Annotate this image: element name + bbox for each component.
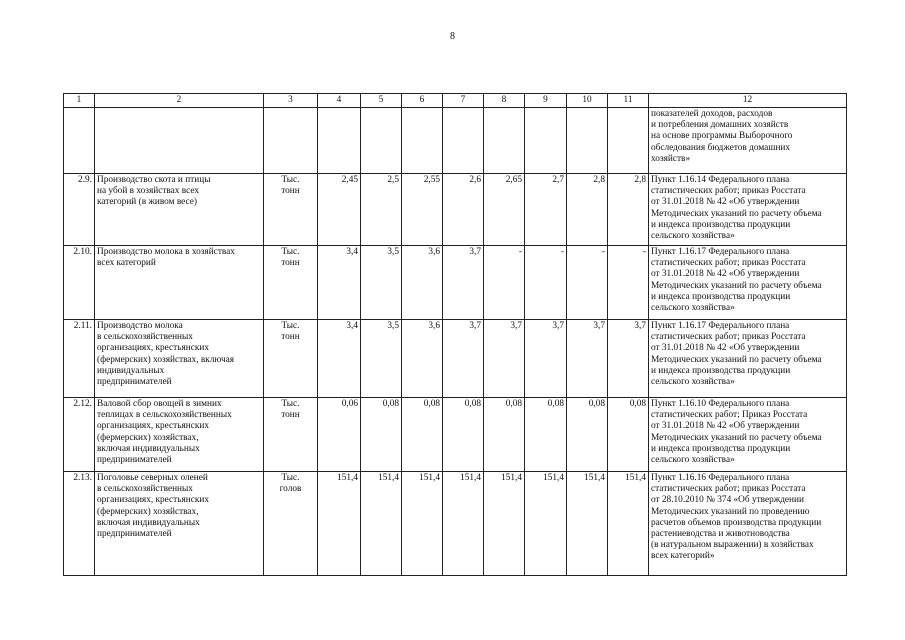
indicator-name-cell-text: Производство скота и птицы на убой в хозяйствах всех категорий (в живом весе) — [97, 175, 211, 208]
unit-cell-text: Тыс. тонн — [281, 175, 300, 197]
value-cell: - — [525, 246, 567, 320]
value-cell: 151,4 — [608, 472, 649, 576]
value-cell: 3,4 — [318, 320, 361, 398]
header-cell: 12 — [649, 94, 847, 108]
value-cell: 151,4 — [525, 472, 567, 576]
value-cell: 3,6 — [402, 246, 443, 320]
unit-cell-text: Тыс. голов — [279, 473, 302, 495]
value-cell: 0,08 — [402, 398, 443, 472]
value-cell: 0,08 — [567, 398, 608, 472]
indicator-name-cell-text: Производство молока в хозяйствах всех категорий — [97, 247, 235, 269]
row-number-cell: 2.10. — [64, 246, 95, 320]
value-cell — [361, 108, 402, 174]
table-header-row — [64, 94, 847, 108]
value-cell: 3,7 — [608, 320, 649, 398]
value-cell — [608, 108, 649, 174]
header-cell: 4 — [318, 94, 361, 108]
unit-cell-text: Тыс. тонн — [281, 399, 300, 421]
indicator-name-cell — [95, 472, 264, 576]
source-reference-cell — [649, 320, 847, 398]
value-cell: 2,65 — [484, 174, 525, 246]
table-row — [64, 320, 847, 398]
value-cell: 0,08 — [525, 398, 567, 472]
indicator-name-cell — [95, 398, 264, 472]
value-cell: 3,7 — [443, 320, 484, 398]
indicator-name-cell — [95, 320, 264, 398]
value-cell: 3,7 — [525, 320, 567, 398]
value-cell: 2,7 — [525, 174, 567, 246]
header-cell: 9 — [525, 94, 567, 108]
value-cell: 2,6 — [443, 174, 484, 246]
value-cell: 2,5 — [361, 174, 402, 246]
value-cell: 151,4 — [402, 472, 443, 576]
value-cell: - — [484, 246, 525, 320]
source-reference-cell — [649, 108, 847, 174]
unit-cell — [264, 174, 318, 246]
table-row — [64, 472, 847, 576]
value-cell: 0,08 — [443, 398, 484, 472]
value-cell — [318, 108, 361, 174]
indicators-table — [63, 93, 847, 576]
value-cell: 3,5 — [361, 320, 402, 398]
source-reference-cell — [649, 398, 847, 472]
table-row — [64, 246, 847, 320]
header-cell: 5 — [361, 94, 402, 108]
value-cell: - — [567, 246, 608, 320]
value-cell — [567, 108, 608, 174]
table-row — [64, 398, 847, 472]
indicator-name-cell — [95, 246, 264, 320]
row-number-cell — [64, 108, 95, 174]
row-number-cell: 2.13. — [64, 472, 95, 576]
value-cell: 151,4 — [443, 472, 484, 576]
source-reference-cell-text: Пункт 1.16.10 Федерального плана статистических работ; Приказ Росстата от 31.01.2018 № 42 «Об утверждении Методических указаний по расчету объема и индекса производства продукции сельского хозяйства» — [651, 399, 822, 466]
unit-cell-text: Тыс. тонн — [281, 321, 300, 343]
value-cell: 3,5 — [361, 246, 402, 320]
header-cell: 3 — [264, 94, 318, 108]
header-cell: 10 — [567, 94, 608, 108]
header-cell: 8 — [484, 94, 525, 108]
value-cell: 3,7 — [567, 320, 608, 398]
value-cell: 151,4 — [318, 472, 361, 576]
value-cell: 0,08 — [608, 398, 649, 472]
value-cell: 3,7 — [443, 246, 484, 320]
value-cell — [525, 108, 567, 174]
value-cell: 0,08 — [484, 398, 525, 472]
unit-cell — [264, 108, 318, 174]
value-cell: 151,4 — [361, 472, 402, 576]
value-cell: 151,4 — [567, 472, 608, 576]
header-cell: 11 — [608, 94, 649, 108]
value-cell — [402, 108, 443, 174]
source-reference-cell-text: Пункт 1.16.17 Федерального плана статистических работ; приказ Росстата от 31.01.2018 № 42 «Об утверждении Методических указаний по расчету объема и индекса производства продукции сельского хозяйства» — [651, 321, 822, 388]
header-cell: 2 — [95, 94, 264, 108]
indicator-name-cell — [95, 108, 264, 174]
source-reference-cell — [649, 472, 847, 576]
row-number-cell: 2.12. — [64, 398, 95, 472]
unit-cell-text: Тыс. тонн — [281, 247, 300, 269]
value-cell: 0,06 — [318, 398, 361, 472]
source-reference-cell-text: Пункт 1.16.14 Федерального плана статистических работ; приказ Росстата от 31.01.2018 № 42 «Об утверждении Методических указаний по расчету объема и индекса производства продукции сельского хозяйства» — [651, 175, 822, 242]
indicator-name-cell-text: Производство молока в сельскохозяйственных организациях, крестьянских (фермерских) хозяйствах, включая индивидуальных предпринимателей — [97, 321, 235, 388]
value-cell: 2,55 — [402, 174, 443, 246]
unit-cell — [264, 320, 318, 398]
value-cell — [443, 108, 484, 174]
header-cell: 7 — [443, 94, 484, 108]
table-row — [64, 108, 847, 174]
row-number-cell: 2.9. — [64, 174, 95, 246]
table-row — [64, 174, 847, 246]
unit-cell — [264, 398, 318, 472]
value-cell: 0,08 — [361, 398, 402, 472]
header-cell: 6 — [402, 94, 443, 108]
value-cell: 2,8 — [567, 174, 608, 246]
value-cell: 2,8 — [608, 174, 649, 246]
value-cell: 2,45 — [318, 174, 361, 246]
value-cell: 3,7 — [484, 320, 525, 398]
indicator-name-cell-text: Поголовье северных оленей в сельскохозяйственных организациях, крестьянских (фермерских) хозяйствах, включая индивидуальных предпринимателей — [97, 473, 209, 540]
source-reference-cell-text: Пункт 1.16.17 Федерального плана статистических работ; приказ Росстата от 31.01.2018 № 42 «Об утверждении Методических указаний по расчету объема и индекса производства продукции сельского хозяйства» — [651, 247, 822, 314]
indicator-name-cell — [95, 174, 264, 246]
value-cell — [484, 108, 525, 174]
value-cell: 3,4 — [318, 246, 361, 320]
row-number-cell: 2.11. — [64, 320, 95, 398]
source-reference-cell — [649, 246, 847, 320]
source-reference-cell — [649, 174, 847, 246]
value-cell: 3,6 — [402, 320, 443, 398]
unit-cell — [264, 246, 318, 320]
indicator-name-cell-text: Валовой сбор овощей в зимних теплицах в сельскохозяйственных организациях, крестьянских (фермерских) хозяйствах, включая индивидуальных предпринимателей — [97, 399, 232, 466]
table-body — [64, 94, 847, 576]
unit-cell — [264, 472, 318, 576]
source-reference-cell-text: Пункт 1.16.16 Федерального плана статистических работ; приказ Росстата от 28.10.2010 № 374 «Об утверждении Методических указаний по проведению расчетов объемов производства продукции растениеводства и животноводства (в натуральном выражении) в хозяйствах всех категорий» — [651, 473, 822, 562]
header-cell: 1 — [64, 94, 95, 108]
page-number: 8 — [450, 31, 455, 42]
value-cell: 151,4 — [484, 472, 525, 576]
value-cell: - — [608, 246, 649, 320]
source-reference-cell-text: показателей доходов, расходов и потребления домашних хозяйств на основе программы Выборочного обследования бюджетов домашних хозяйств» — [651, 109, 793, 164]
